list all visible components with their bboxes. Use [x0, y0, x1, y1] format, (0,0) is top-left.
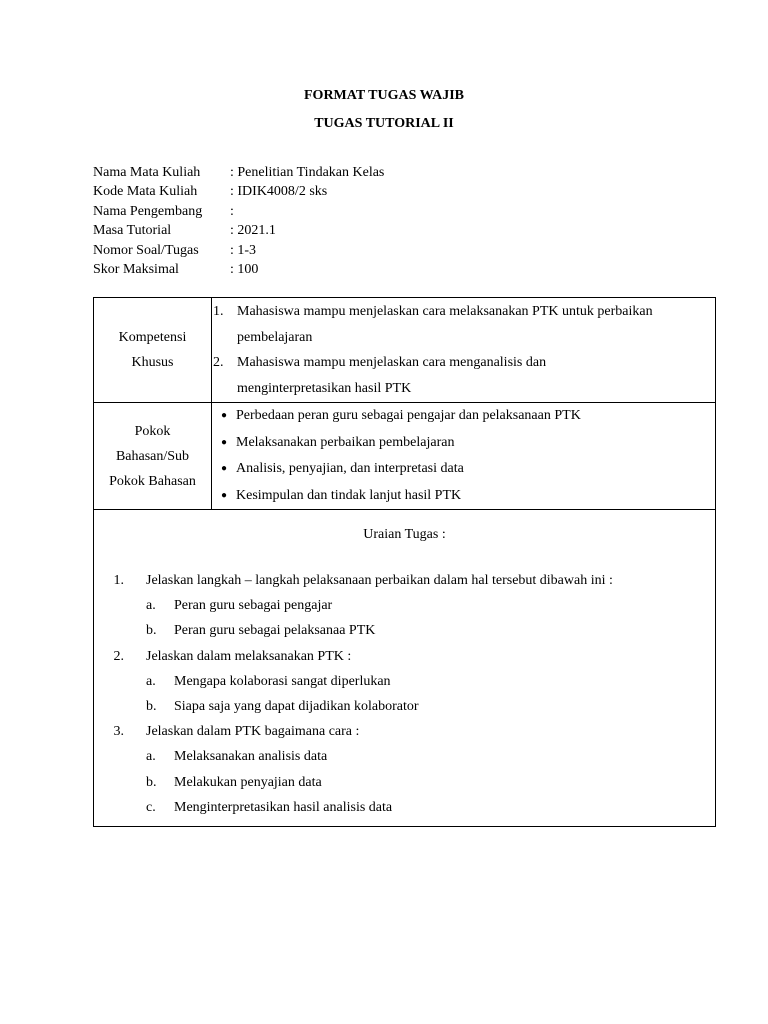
list-item	[212, 456, 715, 483]
topic-label: Pokok Bahasan	[109, 473, 196, 489]
info-value: : IDIK4008/2 sks	[230, 184, 328, 200]
subtask-text: Siapa saja yang dapat dijadikan kolaborator	[174, 699, 419, 715]
subtask-letter: a.	[146, 749, 156, 765]
topic-list	[212, 403, 715, 509]
task-list	[94, 546, 715, 826]
info-value: :	[230, 203, 234, 219]
task-number: 1.	[113, 573, 124, 588]
info-row-task-number	[93, 241, 384, 260]
task-number: 2.	[113, 648, 124, 664]
list-text: Mahasiswa mampu menjelaskan cara melaksanakan PTK untuk perbaikan	[237, 304, 653, 319]
list-item	[212, 350, 715, 376]
info-label: Nama Mata Kuliah	[93, 165, 201, 180]
list-item	[212, 483, 715, 510]
list-text: pembelajaran	[237, 329, 313, 345]
task-description-row	[94, 510, 716, 827]
competency-label-cell	[94, 298, 212, 403]
task-item	[94, 719, 715, 744]
info-label: Nama Pengembang	[93, 203, 203, 219]
task-item	[94, 644, 715, 669]
list-text: Kesimpulan dan tindak lanjut hasil PTK	[236, 487, 462, 503]
subtask-letter: b.	[146, 699, 157, 715]
task-description-cell	[94, 510, 716, 827]
list-text: menginterpretasikan hasil PTK	[237, 380, 412, 396]
info-row-course-code	[93, 182, 384, 201]
document-title: FORMAT TUGAS WAJIB	[304, 88, 464, 103]
info-label: Masa Tutorial	[93, 223, 172, 239]
subtask-letter: a.	[146, 598, 156, 614]
competency-list	[212, 299, 715, 401]
info-value: : 100	[230, 261, 259, 277]
subtask-item	[94, 744, 715, 769]
info-value: : Penelitian Tindakan Kelas	[230, 165, 385, 180]
task-heading: Uraian Tugas :	[363, 527, 446, 542]
subtask-item	[94, 770, 715, 795]
info-value: : 1-3	[230, 242, 257, 258]
list-item	[212, 325, 715, 351]
info-row-max-score	[93, 260, 384, 279]
list-item	[212, 403, 715, 430]
document-subtitle: TUGAS TUTORIAL II	[314, 116, 454, 131]
task-number: 3.	[113, 724, 124, 740]
course-info	[93, 163, 384, 279]
subtask-item	[94, 795, 715, 820]
subtask-item	[94, 669, 715, 694]
subtask-text: Peran guru sebagai pengajar	[174, 598, 333, 614]
topic-row	[94, 403, 716, 510]
competency-row	[94, 298, 716, 403]
list-item	[212, 299, 715, 325]
subtask-text: Mengapa kolaborasi sangat diperlukan	[174, 673, 391, 689]
info-row-period	[93, 221, 384, 240]
subtask-letter: a.	[146, 673, 156, 689]
subtask-text: Menginterpretasikan hasil analisis data	[174, 799, 393, 815]
task-table	[93, 297, 716, 827]
list-text: Mahasiswa mampu menjelaskan cara menganalisis dan	[237, 355, 547, 370]
subtask-text: Melakukan penyajian data	[174, 774, 322, 790]
subtask-item	[94, 694, 715, 719]
subtask-letter: c.	[146, 799, 156, 815]
task-text: Jelaskan langkah – langkah pelaksanaan perbaikan dalam hal tersebut dibawah ini :	[146, 573, 613, 588]
info-label: Skor Maksimal	[93, 261, 179, 277]
task-item	[94, 568, 715, 593]
info-label: Nomor Soal/Tugas	[93, 242, 199, 258]
bullet-icon: ●	[220, 436, 228, 448]
info-value: : 2021.1	[230, 223, 276, 239]
bullet-icon: ●	[220, 410, 228, 421]
topic-label-cell	[94, 403, 212, 510]
competency-label: Khusus	[131, 355, 174, 370]
list-number: 2.	[213, 355, 224, 370]
list-number: 1.	[213, 304, 224, 319]
bullet-icon: ●	[220, 463, 228, 474]
info-row-course-name	[93, 163, 384, 182]
subtask-letter: b.	[146, 623, 157, 639]
subtask-item	[94, 593, 715, 618]
competency-content-cell	[212, 298, 716, 403]
info-label: Kode Mata Kuliah	[93, 184, 198, 200]
subtask-item	[94, 618, 715, 643]
list-text: Perbedaan peran guru sebagai pengajar dan pelaksanaan PTK	[236, 408, 581, 423]
subtask-letter: b.	[146, 774, 157, 790]
task-text: Jelaskan dalam melaksanakan PTK :	[146, 648, 352, 664]
subtask-text: Melaksanakan analisis data	[174, 749, 328, 765]
list-item	[212, 376, 715, 402]
topic-content-cell	[212, 403, 716, 510]
list-text: Melaksanakan perbaikan pembelajaran	[236, 434, 455, 450]
topic-label: Pokok	[134, 423, 171, 439]
info-row-developer	[93, 202, 384, 221]
list-item	[212, 430, 715, 457]
list-text: Analisis, penyajian, dan interpretasi data	[236, 461, 464, 476]
competency-label: Kompetensi	[118, 330, 187, 345]
topic-label: Bahasan/Sub	[115, 448, 190, 464]
task-text: Jelaskan dalam PTK bagaimana cara :	[146, 724, 360, 740]
subtask-text: Peran guru sebagai pelaksanaa PTK	[174, 623, 376, 639]
bullet-icon: ●	[220, 489, 228, 501]
